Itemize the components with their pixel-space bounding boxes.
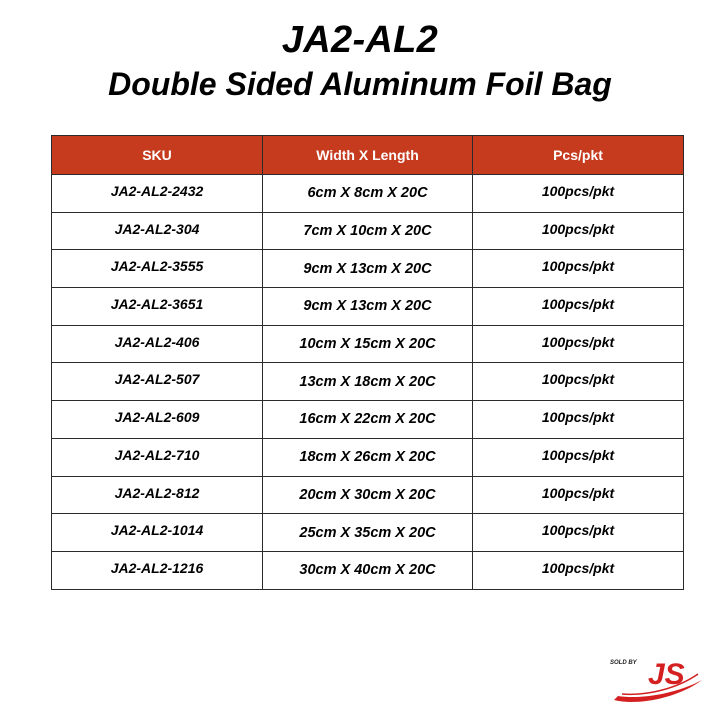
- column-header-sku: SKU: [52, 136, 263, 175]
- spec-table: [51, 135, 684, 590]
- size-cell: 9cm X 13cm X 20C: [263, 250, 473, 288]
- sku-cell: JA2-AL2-1014: [52, 514, 263, 552]
- sold-by-js-logo: [608, 650, 708, 706]
- pcs-cell: 100pcs/pkt: [473, 401, 684, 439]
- pcs-cell: 100pcs/pkt: [473, 551, 684, 589]
- size-cell: 16cm X 22cm X 20C: [263, 401, 473, 439]
- title-block: [0, 18, 720, 104]
- pcs-cell: 100pcs/pkt: [473, 175, 684, 213]
- table-body: [52, 175, 684, 590]
- size-cell: 30cm X 40cm X 20C: [263, 551, 473, 589]
- table-row: [52, 175, 684, 213]
- table-row: [52, 514, 684, 552]
- sku-cell: JA2-AL2-1216: [52, 551, 263, 589]
- pcs-cell: 100pcs/pkt: [473, 476, 684, 514]
- sku-cell: JA2-AL2-812: [52, 476, 263, 514]
- size-cell: 20cm X 30cm X 20C: [263, 476, 473, 514]
- column-header-pcs: Pcs/pkt: [473, 136, 684, 175]
- pcs-cell: 100pcs/pkt: [473, 212, 684, 250]
- table-row: [52, 401, 684, 439]
- table-row: [52, 250, 684, 288]
- table-row: [52, 212, 684, 250]
- sku-cell: JA2-AL2-406: [52, 325, 263, 363]
- sku-cell: JA2-AL2-507: [52, 363, 263, 401]
- sku-cell: JA2-AL2-710: [52, 438, 263, 476]
- column-header-size: Width X Length: [263, 136, 473, 175]
- sku-cell: JA2-AL2-609: [52, 401, 263, 439]
- pcs-cell: 100pcs/pkt: [473, 250, 684, 288]
- table-row: [52, 363, 684, 401]
- size-cell: 9cm X 13cm X 20C: [263, 288, 473, 326]
- table-row: [52, 476, 684, 514]
- sku-cell: JA2-AL2-3555: [52, 250, 263, 288]
- sku-cell: JA2-AL2-304: [52, 212, 263, 250]
- table-header-row: [52, 136, 684, 175]
- pcs-cell: 100pcs/pkt: [473, 325, 684, 363]
- size-cell: 7cm X 10cm X 20C: [263, 212, 473, 250]
- table-row: [52, 288, 684, 326]
- table-row: [52, 551, 684, 589]
- size-cell: 25cm X 35cm X 20C: [263, 514, 473, 552]
- pcs-cell: 100pcs/pkt: [473, 363, 684, 401]
- size-cell: 13cm X 18cm X 20C: [263, 363, 473, 401]
- size-cell: 18cm X 26cm X 20C: [263, 438, 473, 476]
- pcs-cell: 100pcs/pkt: [473, 438, 684, 476]
- product-code-title: JA2-AL2: [281, 19, 439, 61]
- table-row: [52, 438, 684, 476]
- size-cell: 10cm X 15cm X 20C: [263, 325, 473, 363]
- pcs-cell: 100pcs/pkt: [473, 288, 684, 326]
- pcs-cell: 100pcs/pkt: [473, 514, 684, 552]
- size-cell: 6cm X 8cm X 20C: [263, 175, 473, 213]
- table-row: [52, 325, 684, 363]
- sold-by-label: SOLD BY: [610, 660, 637, 666]
- product-name-subtitle: Double Sided Aluminum Foil Bag: [108, 66, 612, 102]
- brand-letters: JS: [648, 658, 685, 691]
- sku-cell: JA2-AL2-2432: [52, 175, 263, 213]
- sku-cell: JA2-AL2-3651: [52, 288, 263, 326]
